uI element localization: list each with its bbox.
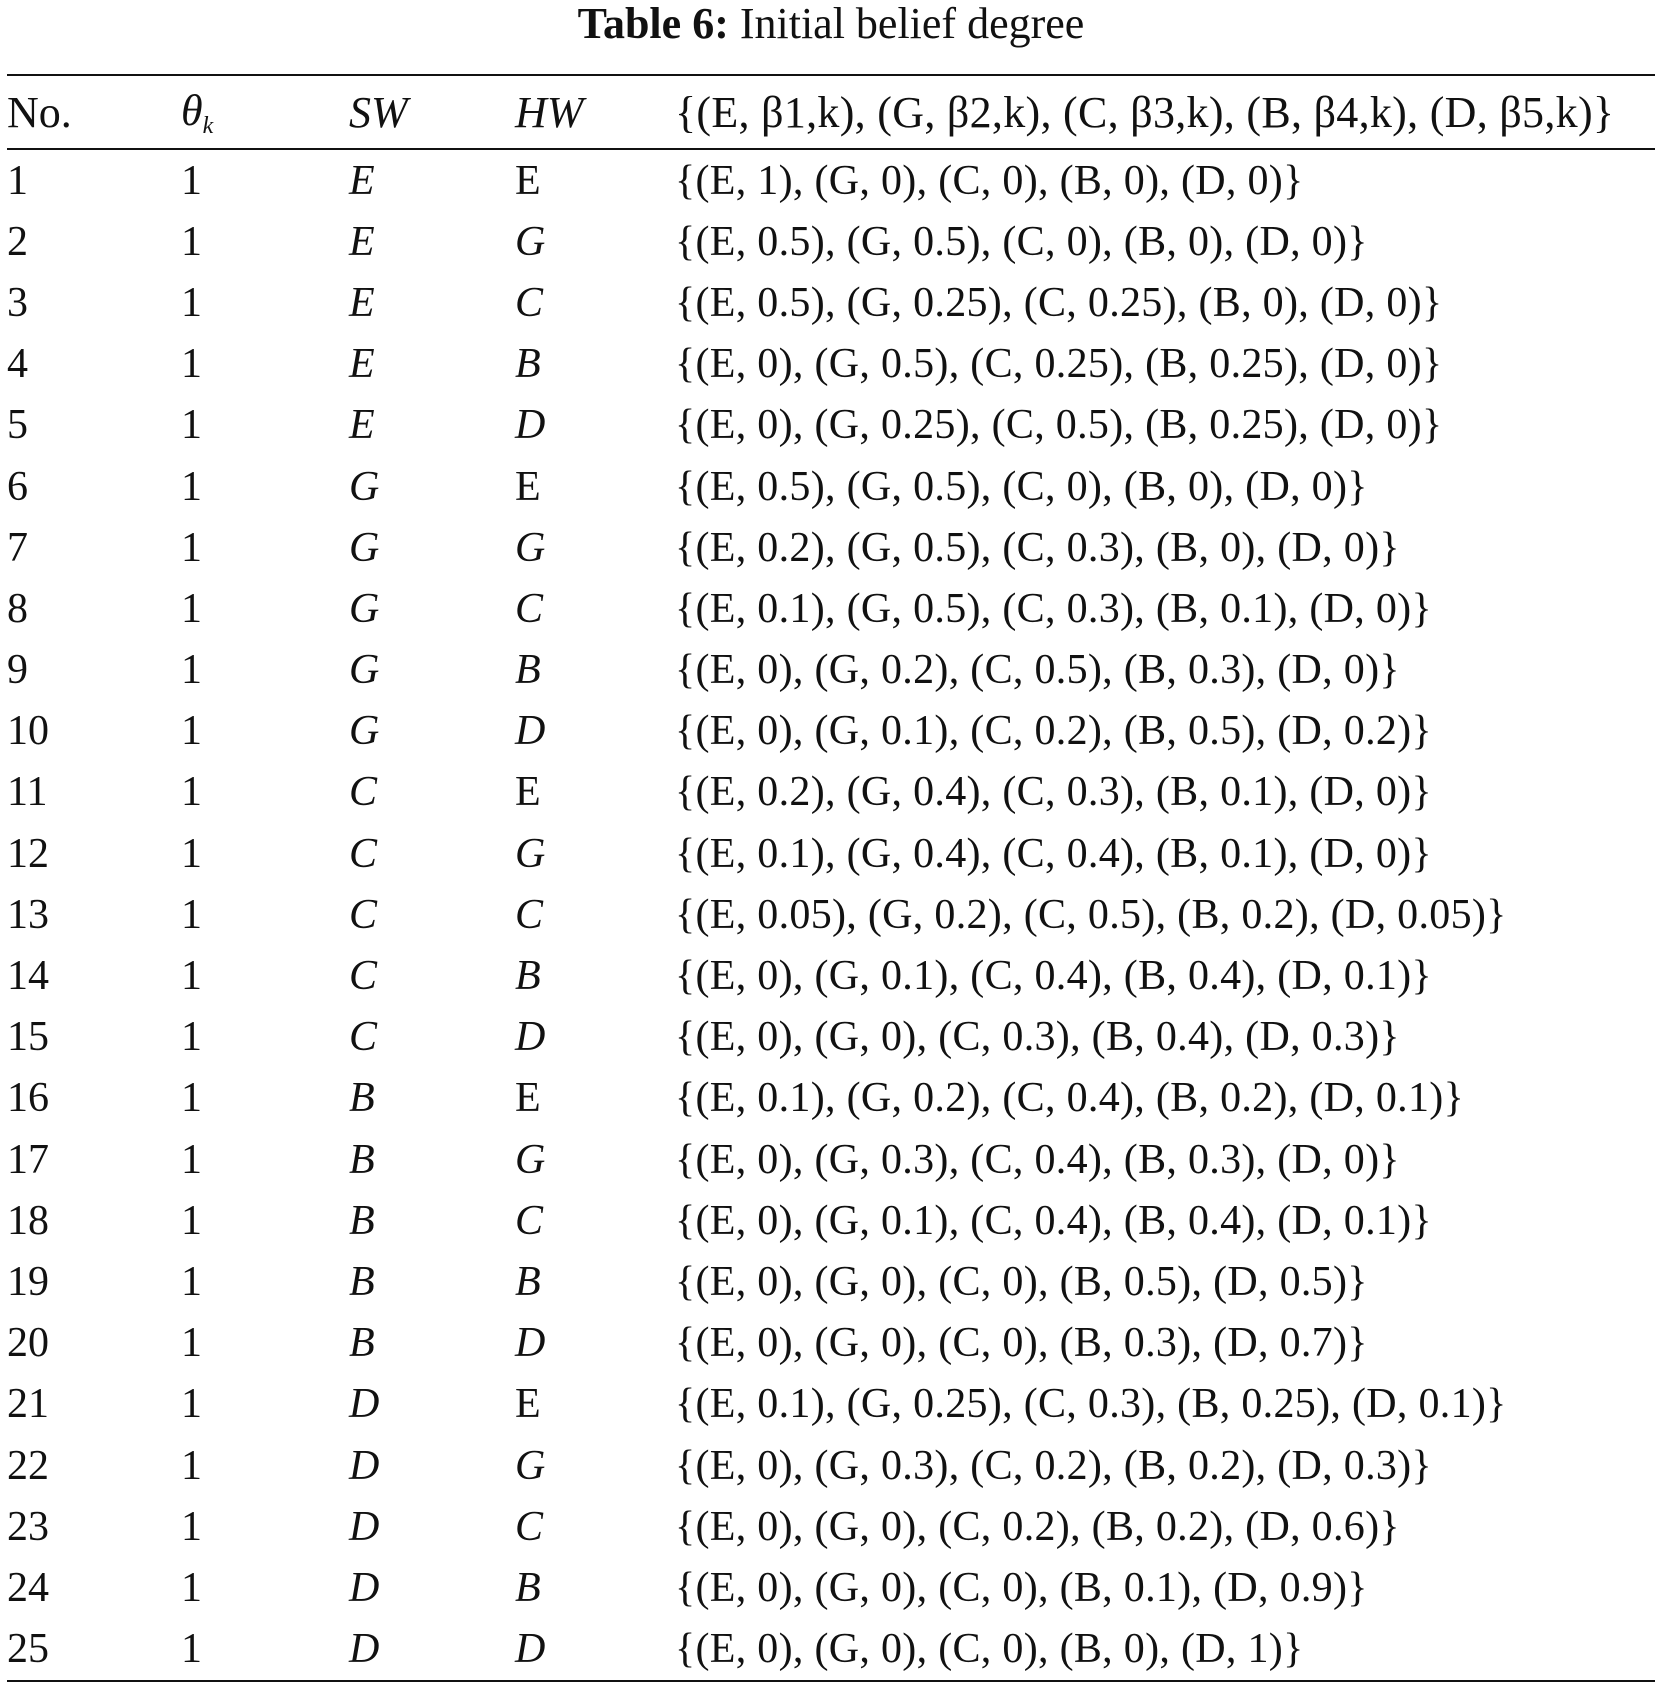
cell-hw: D <box>515 708 546 755</box>
cell-sw: C <box>349 891 378 938</box>
cell-belief: {(E, 0.5), (G, 0.25), (C, 0.25), (B, 0), (D, 0)} <box>675 279 1443 326</box>
cell-theta: 1 <box>181 769 202 816</box>
cell-hw: C <box>515 1197 544 1244</box>
table-row <box>7 762 1655 823</box>
cell-belief: {(E, 0), (G, 0), (C, 0.2), (B, 0.2), (D, 0.6)} <box>675 1503 1400 1550</box>
cell-no: 17 <box>7 1136 49 1183</box>
cell-sw: D <box>349 1503 380 1550</box>
cell-theta: 1 <box>181 1320 202 1367</box>
cell-belief: {(E, 0.05), (G, 0.2), (C, 0.5), (B, 0.2), (D, 0.05)} <box>675 891 1507 938</box>
cell-belief: {(E, 0.2), (G, 0.5), (C, 0.3), (B, 0), (D, 0)} <box>675 524 1400 571</box>
cell-theta: 1 <box>181 1136 202 1183</box>
cell-hw: E <box>515 463 541 510</box>
cell-no: 2 <box>7 218 28 265</box>
cell-sw: E <box>349 279 375 326</box>
cell-theta: 1 <box>181 1503 202 1550</box>
cell-theta: 1 <box>181 341 202 388</box>
cell-belief: {(E, 0.5), (G, 0.5), (C, 0), (B, 0), (D, 0)} <box>675 463 1368 510</box>
cell-hw: D <box>515 1014 546 1061</box>
cell-no: 10 <box>7 708 49 755</box>
cell-sw: C <box>349 830 378 877</box>
cell-hw: G <box>515 1136 546 1183</box>
cell-theta: 1 <box>181 1197 202 1244</box>
cell-hw: G <box>515 1442 546 1489</box>
cell-no: 16 <box>7 1075 49 1122</box>
cell-no: 14 <box>7 953 49 1000</box>
cell-theta: 1 <box>181 157 202 204</box>
cell-theta: 1 <box>181 1564 202 1611</box>
cell-theta: 1 <box>181 647 202 694</box>
cell-sw: D <box>349 1626 380 1673</box>
cell-sw: C <box>349 1014 378 1061</box>
cell-sw: G <box>349 524 380 571</box>
cell-hw: B <box>515 1258 541 1305</box>
cell-hw: C <box>515 279 544 326</box>
table-header-row <box>7 76 1655 150</box>
table-caption-title: Initial belief degree <box>739 0 1085 48</box>
cell-theta: 1 <box>181 524 202 571</box>
header-theta-symbol: θ <box>181 85 203 135</box>
cell-belief: {(E, 0.1), (G, 0.25), (C, 0.3), (B, 0.25), (D, 0.1)} <box>675 1381 1507 1428</box>
cell-sw: D <box>349 1564 380 1611</box>
cell-no: 9 <box>7 647 28 694</box>
cell-belief: {(E, 0), (G, 0.25), (C, 0.5), (B, 0.25), (D, 0)} <box>675 402 1443 449</box>
cell-sw: C <box>349 953 378 1000</box>
table-row <box>7 823 1655 884</box>
cell-sw: E <box>349 402 375 449</box>
table-row <box>7 334 1655 395</box>
cell-belief: {(E, 0), (G, 0), (C, 0), (B, 0), (D, 1)} <box>675 1626 1304 1673</box>
cell-belief: {(E, 0), (G, 0.1), (C, 0.4), (B, 0.4), (D, 0.1)} <box>675 1197 1432 1244</box>
cell-no: 24 <box>7 1564 49 1611</box>
table-row <box>7 1313 1655 1374</box>
cell-theta: 1 <box>181 463 202 510</box>
cell-sw: B <box>349 1320 375 1367</box>
table-row <box>7 1007 1655 1068</box>
header-belief: {(E, β1,k), (G, β2,k), (C, β3,k), (B, β4,k), (D, β5,k)} <box>675 87 1615 137</box>
cell-sw: G <box>349 647 380 694</box>
cell-theta: 1 <box>181 1626 202 1673</box>
cell-belief: {(E, 0), (G, 0.2), (C, 0.5), (B, 0.3), (D, 0)} <box>675 647 1400 694</box>
cell-hw: E <box>515 157 541 204</box>
table-row <box>7 884 1655 945</box>
cell-hw: E <box>515 769 541 816</box>
table-row <box>7 578 1655 639</box>
cell-theta: 1 <box>181 402 202 449</box>
cell-no: 12 <box>7 830 49 877</box>
cell-theta: 1 <box>181 1258 202 1305</box>
table-row <box>7 272 1655 333</box>
cell-hw: C <box>515 891 544 938</box>
cell-hw: G <box>515 830 546 877</box>
cell-sw: B <box>349 1136 375 1183</box>
cell-theta: 1 <box>181 953 202 1000</box>
cell-sw: G <box>349 463 380 510</box>
cell-theta: 1 <box>181 279 202 326</box>
cell-no: 22 <box>7 1442 49 1489</box>
table-caption <box>0 0 1662 48</box>
cell-hw: E <box>515 1381 541 1428</box>
cell-no: 11 <box>7 769 48 816</box>
cell-hw: D <box>515 1320 546 1367</box>
table-body <box>7 150 1655 1680</box>
cell-hw: D <box>515 402 546 449</box>
cell-sw: B <box>349 1197 375 1244</box>
cell-belief: {(E, 0), (G, 0.1), (C, 0.4), (B, 0.4), (D, 0.1)} <box>675 953 1432 1000</box>
table-row <box>7 1496 1655 1557</box>
table-row <box>7 1190 1655 1251</box>
cell-sw: E <box>349 157 375 204</box>
table-row <box>7 395 1655 456</box>
table-row <box>7 701 1655 762</box>
table-row <box>7 1435 1655 1496</box>
header-theta-subscript: k <box>202 112 214 139</box>
cell-theta: 1 <box>181 1014 202 1061</box>
cell-hw: G <box>515 218 546 265</box>
cell-belief: {(E, 0), (G, 0), (C, 0), (B, 0.1), (D, 0.9)} <box>675 1564 1368 1611</box>
cell-belief: {(E, 0), (G, 0.3), (C, 0.2), (B, 0.2), (D, 0.3)} <box>675 1442 1432 1489</box>
cell-sw: E <box>349 341 375 388</box>
table-row <box>7 1068 1655 1129</box>
table-row <box>7 1557 1655 1618</box>
cell-belief: {(E, 1), (G, 0), (C, 0), (B, 0), (D, 0)} <box>675 157 1304 204</box>
cell-hw: B <box>515 1564 541 1611</box>
table-row <box>7 945 1655 1006</box>
cell-hw: B <box>515 341 541 388</box>
table-row <box>7 211 1655 272</box>
cell-sw: E <box>349 218 375 265</box>
cell-no: 18 <box>7 1197 49 1244</box>
cell-no: 20 <box>7 1320 49 1367</box>
table-row <box>7 456 1655 517</box>
cell-theta: 1 <box>181 218 202 265</box>
table-row <box>7 150 1655 211</box>
header-theta <box>181 85 349 140</box>
cell-hw: C <box>515 585 544 632</box>
cell-no: 15 <box>7 1014 49 1061</box>
cell-hw: C <box>515 1503 544 1550</box>
cell-theta: 1 <box>181 891 202 938</box>
header-sw: SW <box>349 87 408 137</box>
cell-theta: 1 <box>181 1442 202 1489</box>
cell-belief: {(E, 0), (G, 0.3), (C, 0.4), (B, 0.3), (D, 0)} <box>675 1136 1400 1183</box>
cell-belief: {(E, 0), (G, 0), (C, 0), (B, 0.3), (D, 0.7)} <box>675 1320 1368 1367</box>
table-row <box>7 1251 1655 1312</box>
cell-no: 6 <box>7 463 28 510</box>
cell-belief: {(E, 0.1), (G, 0.5), (C, 0.3), (B, 0.1), (D, 0)} <box>675 585 1432 632</box>
cell-sw: D <box>349 1381 380 1428</box>
cell-theta: 1 <box>181 1075 202 1122</box>
cell-belief: {(E, 0.1), (G, 0.4), (C, 0.4), (B, 0.1), (D, 0)} <box>675 830 1432 877</box>
cell-sw: B <box>349 1075 375 1122</box>
cell-theta: 1 <box>181 585 202 632</box>
cell-theta: 1 <box>181 1381 202 1428</box>
cell-theta: 1 <box>181 830 202 877</box>
cell-sw: G <box>349 708 380 755</box>
table-row <box>7 1129 1655 1190</box>
cell-no: 1 <box>7 157 28 204</box>
header-hw: HW <box>515 87 584 137</box>
cell-sw: G <box>349 585 380 632</box>
cell-belief: {(E, 0), (G, 0), (C, 0), (B, 0.5), (D, 0.5)} <box>675 1258 1368 1305</box>
table-row <box>7 1619 1655 1680</box>
cell-hw: D <box>515 1626 546 1673</box>
table-row <box>7 1374 1655 1435</box>
cell-belief: {(E, 0.1), (G, 0.2), (C, 0.4), (B, 0.2), (D, 0.1)} <box>675 1075 1465 1122</box>
cell-belief: {(E, 0), (G, 0.1), (C, 0.2), (B, 0.5), (D, 0.2)} <box>675 708 1432 755</box>
cell-sw: C <box>349 769 378 816</box>
cell-belief: {(E, 0), (G, 0), (C, 0.3), (B, 0.4), (D, 0.3)} <box>675 1014 1400 1061</box>
cell-sw: D <box>349 1442 380 1489</box>
table-row <box>7 640 1655 701</box>
cell-no: 13 <box>7 891 49 938</box>
cell-no: 19 <box>7 1258 49 1305</box>
cell-no: 4 <box>7 341 28 388</box>
cell-theta: 1 <box>181 708 202 755</box>
cell-no: 5 <box>7 402 28 449</box>
cell-belief: {(E, 0.2), (G, 0.4), (C, 0.3), (B, 0.1), (D, 0)} <box>675 769 1432 816</box>
belief-table <box>7 74 1655 1682</box>
cell-belief: {(E, 0.5), (G, 0.5), (C, 0), (B, 0), (D, 0)} <box>675 218 1368 265</box>
header-no: No. <box>7 87 72 137</box>
cell-hw: E <box>515 1075 541 1122</box>
cell-no: 7 <box>7 524 28 571</box>
cell-no: 23 <box>7 1503 49 1550</box>
cell-no: 3 <box>7 279 28 326</box>
table-caption-label: Table 6: <box>577 0 729 48</box>
cell-sw: B <box>349 1258 375 1305</box>
cell-hw: B <box>515 953 541 1000</box>
cell-belief: {(E, 0), (G, 0.5), (C, 0.25), (B, 0.25), (D, 0)} <box>675 341 1443 388</box>
cell-no: 8 <box>7 585 28 632</box>
cell-hw: G <box>515 524 546 571</box>
cell-hw: B <box>515 647 541 694</box>
cell-no: 21 <box>7 1381 49 1428</box>
cell-no: 25 <box>7 1626 49 1673</box>
table-row <box>7 517 1655 578</box>
